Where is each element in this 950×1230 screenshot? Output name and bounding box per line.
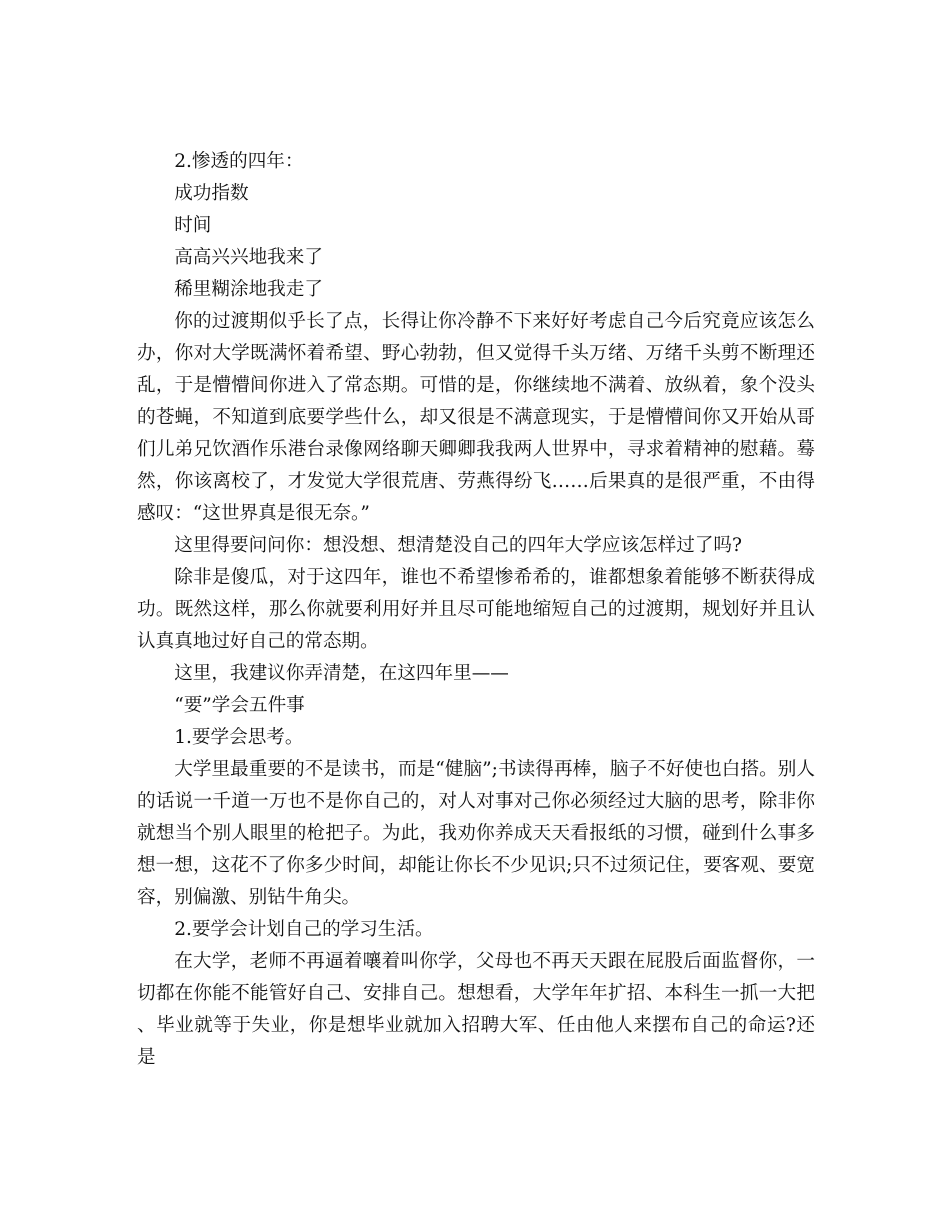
body-paragraph: 这里得要问问你：想没想、想清楚没自己的四年大学应该怎样过了吗? <box>174 535 742 556</box>
body-paragraph: 你的过渡期似乎长了点，长得让你冷静不下来好好考虑自己今后究竟应该怎么办，你对大学既满怀着希望、野心勃勃，但又觉得千头万绪、万绪千头剪不断理还乱，于是懵懵间你进入了常态期。可惜的是，你继续地不满着、放纵着，象个没头的苍蝇，不知道到底要学些什么，却又很是不满意现实，于是懵懵间你又开始从哥们儿弟兄饮酒作乐港台录像网络聊天卿卿我我两人世界中，寻求着精神的慰藉。蓦然，你该离校了，才发觉大学很荒唐、劳燕得纷飞……后果真的是很严重，不由得感叹：“这世界真是很无奈。” <box>137 311 815 524</box>
body-paragraph: 大学里最重要的不是读书，而是“健脑”;书读得再棒，脑子不好使也白搭。别人的话说一千道一万也不是你自己的，对人对事对己你必须经过大脑的思考，除非你就想当个别人眼里的枪把子。为此，我劝你养成天天看报纸的习惯，碰到什么事多想一想，这花不了你多少时间，却能让你长不少见识;只不过须记住，要客观、要宽容，别偏激、别钻牛角尖。 <box>137 759 815 908</box>
list-item-heading: 2.要学会计划自己的学习生活。 <box>174 919 434 940</box>
document-body <box>137 146 815 1074</box>
list-item-heading: 1.要学会思考。 <box>174 727 304 748</box>
body-paragraph: 在大学，老师不再逼着嚷着叫你学，父母也不再天天跟在屁股后面监督你，一切都在你能不能管好自己、安排自己。想想看，大学年年扩招、本科生一抓一大把、毕业就等于失业，你是想毕业就加入招聘大军、任由他人来摆布自己的命运?还是 <box>137 951 815 1068</box>
chart-label-time: 时间 <box>174 215 212 236</box>
section-heading: 2.惨透的四年： <box>174 151 304 172</box>
chart-label-arrival: 高高兴兴地我来了 <box>174 247 323 268</box>
body-paragraph: 这里，我建议你弄清楚，在这四年里—— <box>174 663 509 684</box>
subsection-heading: “要”学会五件事 <box>174 695 305 716</box>
chart-label-success-index: 成功指数 <box>174 183 249 204</box>
chart-label-departure: 稀里糊涂地我走了 <box>174 279 323 300</box>
body-paragraph: 除非是傻瓜，对于这四年，谁也不希望惨希希的，谁都想象着能够不断获得成功。既然这样，那么你就要利用好并且尽可能地缩短自己的过渡期，规划好并且认认真真地过好自己的常态期。 <box>137 567 815 652</box>
